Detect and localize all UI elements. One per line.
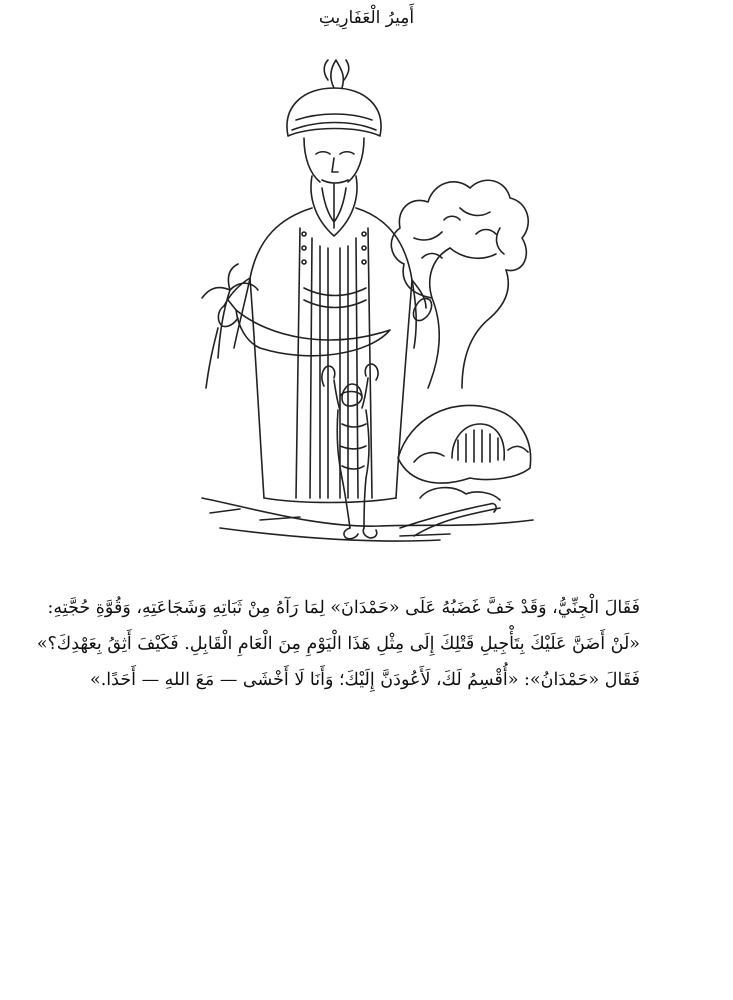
text-line: فَقَالَ الْجِنِّيُّ، وَقَدْ خَفَّ غَضَبُهُ عَلَى «حَمْدَانَ» لِمَا رَآهُ مِنْ ثَبَاتِهِ وَشَجَاعَتِهِ، وَقُوَّةِ حُجَّتِهِ:	[47, 598, 640, 618]
jinn-and-hamdan-illustration	[200, 58, 535, 548]
text-line: «لَنْ أَضَنَّ عَلَيْكَ بِتَأْجِيلِ قَتْلِكَ إِلَى مِثْلِ هَذَا الْيَوْمِ مِنَ الْعَامِ الْقَابِلِ. فَكَيْفَ أَثِقُ بِعَهْدِكَ؟»	[36, 634, 640, 654]
text-line: فَقَالَ «حَمْدَانُ»: «أُقْسِمُ لَكَ، لَأَعُودَنَّ إِلَيْكَ؛ وَأَنَا لَا أَخْشَى — مَعَ اللهِ — أَحَدًا.»	[90, 670, 640, 690]
story-text	[36, 590, 640, 698]
page-title: أَمِيرُ الْعَفَارِيتِ	[318, 8, 415, 28]
